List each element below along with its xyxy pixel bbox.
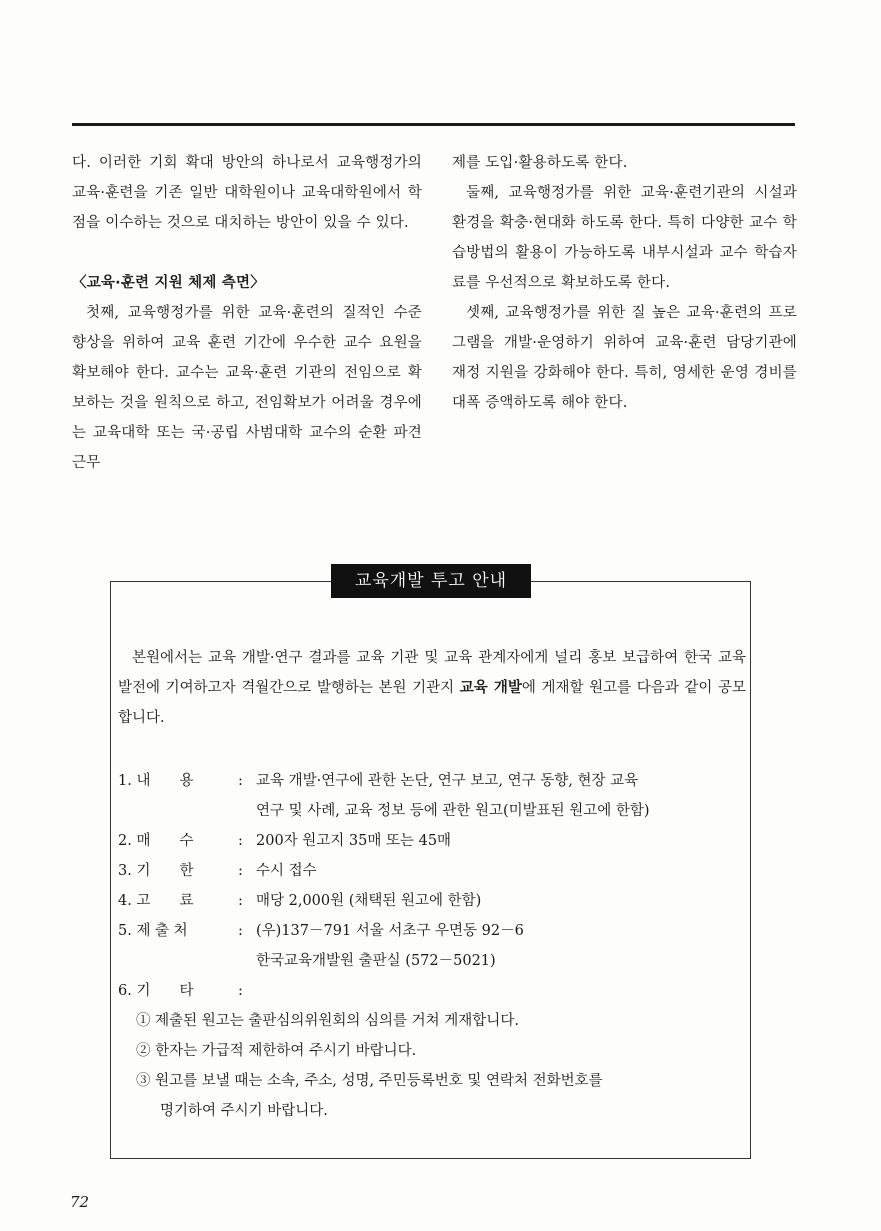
left-paragraph-2: 첫째, 교육행정가를 위한 교육·훈련의 질적인 수준 향상을 위하여 교육 훈련 기간에 우수한 교수 요원을 확보해야 한다. 교수는 교육·훈련 기관의 전임으로 확보하는 것을 원칙으로 하고, 전임확보가 어려울 경우에는 교육대학 또는 국·공립 사범대학 교수의 순환 파견 근무: [72, 305, 422, 471]
right-paragraph-3: 셋째, 교육행정가를 위한 질 높은 교육·훈련의 프로그램을 개발·운영하기 위하여 교육·훈련 담당기관에 재정 지원을 강화해야 한다. 특히, 영세한 운영 경비를 대폭 증액하도록 해야 한다.: [452, 305, 797, 411]
intro-text-after: 에 게재할 원고를 다음과 같이 공모합니다.: [118, 680, 746, 726]
top-rule: [72, 123, 795, 126]
item-label: 1. 내 용: [118, 773, 194, 789]
left-paragraph-1: 다. 이러한 기회 확대 방안의 하나로서 교육행정가의 교육·훈련을 기존 일반 대학원이나 교육대학원에서 학점을 이수하는 것으로 대치하는 방안이 있을 수 있다.: [72, 155, 422, 231]
item-value: (우)137－791 서울 서초구 우면동 92－6: [256, 923, 524, 939]
etc-item-2: ② 한자는 가급적 제한하여 주시기 바랍니다.: [136, 1043, 417, 1059]
item-label: 3. 기 한: [118, 863, 194, 879]
item-value: 교육 개발·연구에 관한 논단, 연구 보고, 연구 동향, 현장 교육: [256, 773, 639, 789]
item-value: 매당 2,000원 (채택된 원고에 한함): [256, 893, 482, 909]
etc-item-1: ① 제출된 원고는 출판심의위원회의 심의를 거쳐 게재합니다.: [136, 1013, 519, 1029]
left-column: [72, 148, 422, 478]
section-heading: 〈교육·훈련 지원 체제 측면〉: [72, 275, 265, 291]
right-paragraph-1: 제를 도입·활용하도록 한다.: [452, 155, 628, 171]
item-colon: :: [238, 893, 243, 909]
item-fee: [118, 886, 758, 916]
item-value: 200자 원고지 35매 또는 45매: [256, 833, 452, 849]
item-deadline: [118, 856, 758, 886]
item-colon: :: [238, 833, 243, 849]
item-value: [256, 976, 758, 1006]
item-label: 6. 기 타: [118, 983, 194, 999]
item-value-continued: 한국교육개발원 출판실 (572－5021): [256, 953, 496, 969]
item-submission-address: [118, 916, 758, 946]
etc-item-3: ③ 원고를 보낼 때는 소속, 주소, 성명, 주민등록번호 및 연락처 전화번호를: [136, 1073, 603, 1089]
item-colon: :: [238, 923, 243, 939]
item-value-continued: 연구 및 사례, 교육 정보 등에 관한 원고(미발표된 원고에 한함): [256, 803, 650, 819]
etc-item-3-continued: 명기하여 주시기 바랍니다.: [160, 1103, 328, 1119]
intro-text-before: 본원에서는 교육 개발·연구 결과를 교육 기관 및 교육 관계자에게 널리 홍보 보급하여 한국 교육 발전에 기여하고자 격월간으로 발행하는 본원 기관지: [118, 650, 746, 696]
item-other: [118, 976, 758, 1006]
item-label: 2. 매 수: [118, 833, 194, 849]
right-paragraph-2: 둘째, 교육행정가를 위한 교육·훈련기관의 시설과 환경을 확충·현대화 하도록 한다. 특히 다양한 교수 학습방법의 활용이 가능하도록 내부시설과 교수 학습자료를 우선적으로 확보하도록 한다.: [452, 185, 797, 291]
item-label: 4. 고 료: [118, 893, 194, 909]
item-label: 5. 제 출 처: [118, 923, 188, 939]
notice-title: 교육개발 투고 안내: [331, 564, 531, 598]
journal-name: 교육 개발: [459, 680, 522, 696]
item-content: [118, 766, 758, 796]
page-number: 72: [70, 1193, 90, 1211]
item-colon: :: [238, 773, 243, 789]
item-colon: :: [238, 863, 243, 879]
item-content-continued: [118, 796, 758, 826]
item-colon: :: [238, 983, 243, 999]
item-submission-continued: [118, 946, 758, 976]
notice-items: [118, 766, 758, 1126]
item-length: [118, 826, 758, 856]
notice-intro: [118, 643, 746, 733]
item-value: 수시 접수: [256, 863, 317, 879]
right-column: [452, 148, 797, 418]
